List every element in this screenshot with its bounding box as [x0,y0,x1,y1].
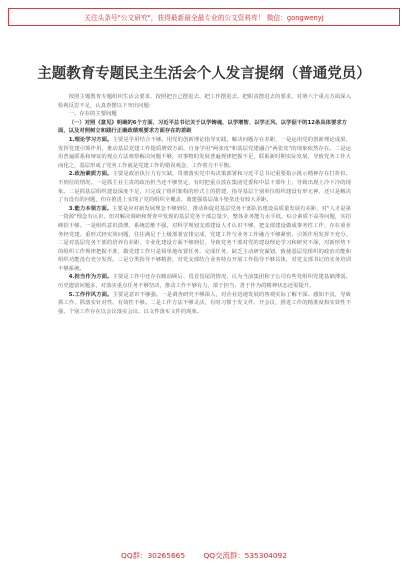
list-item [58,291,351,317]
item-text: 主要是应对新发展理念不够到位，推动和促进基层党务干部队伍建设高质量发展有差距，对"人才是第一资源"理念有认识，但对解决调研和督查中发现的基层党务干部总量少、整体业务能力水平低、综合素质不高等问题，实招硬招不够。一是组织意识淡薄、系统思维不强。对科学规划支部建设人才认识不够，把支部建设做成事务性工作，存在重业务轻党建、重形式轻实效问题，往往满足于上级部署安排完成，党建工作与业务工作融合不够紧密，引领作用发挥不充分。二是对基层党务干部的培养有差距，专业化建设方面不够到位，导致党务干部对党的建设理论学习和研究不深，对新形势下的组织工作规律把握不准，做党建工作只是简单地布置任务、完成任务，缺乏主动研究谋划，致使基层党组织的政治功能和组织功能没有充分发挥。三是分类指导不够精准，对党支部结合业务特点开展工作指导不够具体，对党支部书记的实务培训不够系统。 [58,205,351,272]
item-title: 2.政治素质方面。 [68,171,113,178]
list-item [58,136,351,170]
document-title: 主题教育专题民主生活会个人发言提纲（普通党员） [37,66,371,82]
intro-paragraph: 按照主题教育专题组织生活会要求，按照把自己摆进去、把工作摆进去、把职责摆进去的要求，对照六个重点方面深入检视反思不足，认真查摆以下突出问题： [58,94,351,109]
promo-banner [8,8,400,26]
footer-contact [0,550,408,561]
qq-exchange-group: QQ交流群：535304092 [203,551,287,560]
item-text: 主要是政治执行力有欠缺，贯彻落实党中央决策部署和习近平总书记重要指示批示精神存在打折扣、不到位的情况。一是抓主业主责的政治担当还不够坚定，有时把重点放在集团党委和中层干部年上，导致出现上冷下冷的现象。二是抓基层组织建设深度不足，只完成了组织架构的形式上的搭建，指导基层个别单位组织建设有形无神，还只是解决了有没有的问题，但在推进上实现了党的组织全覆盖，离建强基层战斗堡垒还有较大差距。 [58,171,352,204]
list-item [58,205,351,274]
item-title: 3.能力本领方面。 [68,205,113,212]
item-text: 主要是意识不够强。一是调查研究不够深入，对企业迅速发展的客观实际了解不深、感知不真，导致抓工作、抓落实针对性、有效性不够。二是工作方法不够灵活，有时习惯于发文件、开会议，推进工作的精准度和实效性不强，个别工作存在以会议落实会议、以文件落实文件的现象。 [58,291,352,315]
subsection-heading: （一）对照《意见》明确的6个方面、习近平总书记关于以学铸魂、以学增智、以学正风、以学促干的12条具体要求方面，以及对照树立和践行正确政绩观要求方面存在的差距 [58,119,348,135]
item-title: 5.工作作风方面。 [68,291,113,298]
qq-group: QQ群：30265665 [121,551,186,560]
item-text: 主要是学用结合不够。用党的创新理论指导实践、解决问题存在差距，一是运用党的创新理论成果，发挥党建引领作用，推动基层党建工作提质增效方面，自身学用"两张皮"和基层党建融合"两张皮"的现象依然存在。二是运用普遍联系和辩证的观点方法观察解决问题不够，对事物的发展普遍规律把握不足，联系新时期实际发展，导致党务工作大而化之，基层形成了党务工作就是党建工作的错误观念，工作着力不平衡。 [58,136,352,169]
list-item [58,273,351,290]
promo-banner-text: 关注头条号"公文研究"，获得最新最全最专业的公文资料库！ 微信：gongwenyj [84,14,324,22]
item-title: 4.担当作为方面。 [68,274,113,281]
item-title: 1.理论学习方面。 [68,136,113,143]
item-text: 主要是工作中还存在瞻前顾后、畏首畏尾的情况，认为当前集团和子公司有些党组织党建基础薄弱、历史遗留问题多，对落实重点任务不够坚决，推动工作不够有力，敢于担当、善于作为的精神状态还需提升。 [58,274,352,290]
document-body [58,93,351,316]
section-heading: 一、存在的主要问题 [68,111,117,118]
list-item [58,170,351,204]
